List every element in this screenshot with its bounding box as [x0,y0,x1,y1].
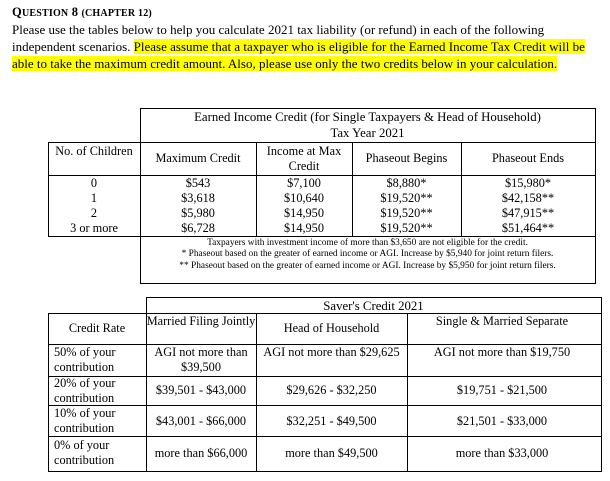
eic-cell-income-at-max: $7,100 [287,176,321,190]
eic-cell-max-credit: $6,728 [181,221,215,235]
savers-cell-rate: 10% of your contribution [54,406,116,435]
question-instructions [12,21,604,72]
savers-header-rate: Credit Rate [68,321,126,335]
eic-cell-max-credit: $3,618 [181,191,215,205]
eic-cell-children: 3 or more [70,221,118,235]
eic-cell-max-credit: $543 [185,176,211,190]
savers-cell-single: $19,751 - $21,500 [456,383,548,397]
instructions-highlighted: Please assume that a taxpayer who is eligible for the Earned Income Tax Credit will be able to take the maximum credit amount. Also, please use only the two credits below in your calculation. [12,39,585,71]
eic-cell-phaseout-begins: $19,520** [380,206,433,220]
savers-cell-hoh: AGI not more than $29,625 [263,345,400,359]
savers-header-hoh: Head of Household [283,321,380,335]
savers-cell-hoh: $29,626 - $32,250 [286,383,377,397]
eic-cell-income-at-max: $14,950 [284,206,324,220]
eic-header-max-credit: Maximum Credit [155,151,241,165]
savers-cell-mfj: AGI not more than $39,500 [154,345,248,374]
savers-cell-hoh: $32,251 - $49,500 [286,414,377,428]
eic-cell-phaseout-ends: $42,158** [501,191,555,205]
instructions-plain: Please use the tables below to help you calculate 2021 tax liability (or refund) in each of the following independent scenarios. [12,22,545,54]
eic-cell-income-at-max: $14,950 [284,221,324,235]
eic-cell-children: 0 [90,176,98,190]
eic-note: Taxpayers with investment income of more than $3,650 are not eligible for the credit. [207,238,528,248]
eic-header-income-at-max: Income at Max Credit [266,144,342,173]
savers-cell-mfj: $39,501 - $43,000 [155,383,247,397]
eic-header-phaseout-begins: Phaseout Begins [365,151,448,165]
savers-header-single: Single & Married Separate [435,314,569,328]
eic-cell-phaseout-begins: $19,520** [380,221,433,235]
savers-cell-mfj: more than $66,000 [154,446,248,460]
eic-cell-max-credit: $5,980 [181,206,215,220]
eic-cell-phaseout-begins: $19,520** [380,191,433,205]
savers-cell-mfj: $43,001 - $66,000 [155,414,247,428]
question-title: QUESTION 8 (CHAPTER 12) [12,5,152,19]
eic-note: * Phaseout based on the greater of earned income or AGI. Increase by $5,940 for joint return filers. [181,249,554,260]
savers-title: Saver's Credit 2021 [323,299,424,313]
eic-subtitle: Tax Year 2021 [330,126,405,140]
eic-cell-phaseout-ends: $15,980* [504,176,552,190]
eic-header-children: No. of Children [55,144,133,158]
eic-title: Earned Income Credit (for Single Taxpayers & Head of Household) Tax Year 2021 [140,109,595,141]
savers-cell-rate: 50% of your contribution [54,345,116,374]
eic-header-phaseout-ends: Phaseout Ends [491,151,565,165]
eic-cell-children: 1 [90,191,98,205]
eic-footnotes [140,238,595,272]
savers-cell-hoh: more than $49,500 [285,446,378,460]
savers-cell-single: AGI not more than $19,750 [433,345,571,359]
eic-cell-phaseout-ends: $47,915** [501,206,555,220]
eic-cell-children: 2 [90,206,98,220]
savers-cell-rate: 20% of your contribution [54,376,116,405]
eic-cell-income-at-max: $10,640 [284,191,324,205]
eic-cell-phaseout-ends: $51,464** [501,221,555,235]
savers-cell-single: more than $33,000 [455,446,549,460]
eic-note: ** Phaseout based on the greater of earned income or AGI. Increase by $5,950 for joint return filers. [179,260,556,271]
savers-cell-rate: 0% of your contribution [54,438,115,467]
eic-cell-phaseout-begins: $8,880* [386,176,427,190]
savers-cell-single: $21,501 - $33,000 [456,414,548,428]
savers-header-mfj: Married Filing Jointly [146,314,256,328]
